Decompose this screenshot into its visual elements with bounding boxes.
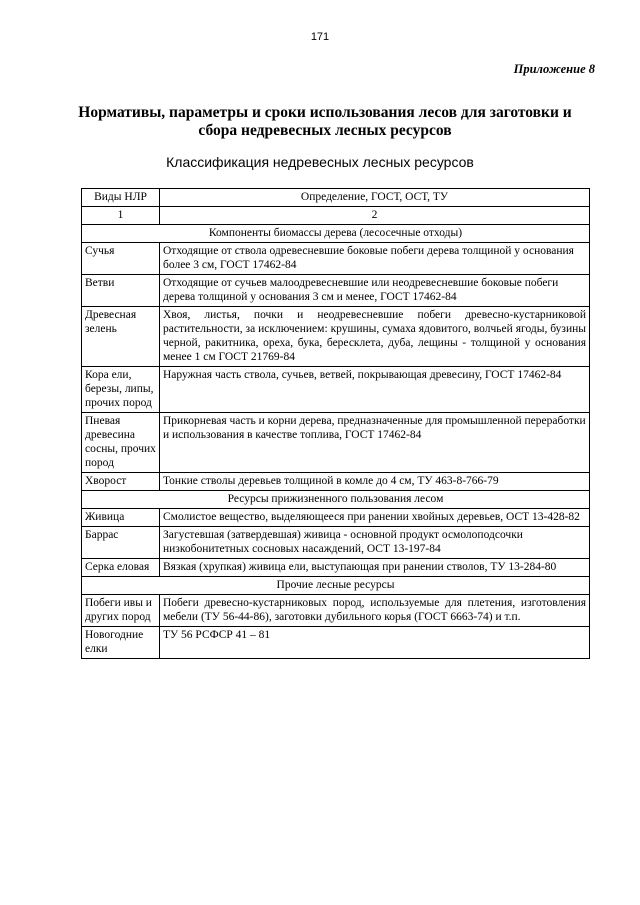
column-header-definition: Определение, ГОСТ, ОСТ, ТУ — [160, 189, 590, 207]
column-number-row — [82, 207, 590, 225]
section-header-row — [82, 577, 590, 595]
table-row — [82, 595, 590, 627]
resource-name: Баррас — [82, 527, 160, 559]
table-row — [82, 307, 590, 367]
nlr-classification-table — [81, 188, 590, 659]
resource-name: Кора ели, березы, липы, прочих пород — [82, 367, 160, 413]
table-row — [82, 275, 590, 307]
resource-definition: ТУ 56 РСФСР 41 – 81 — [160, 627, 590, 659]
table-row — [82, 367, 590, 413]
resource-name: Сучья — [82, 243, 160, 275]
table-row — [82, 243, 590, 275]
table-caption: Классификация недревесных лесных ресурсов — [166, 154, 474, 170]
table-row — [82, 559, 590, 577]
section-header-row — [82, 225, 590, 243]
table-row — [82, 509, 590, 527]
page-number: 171 — [310, 31, 330, 43]
section-header-row — [82, 491, 590, 509]
resource-definition: Побеги древесно-кустарниковых пород, используемые для плетения, изготовления мебели (ТУ 56-44-86), заготовки дубильного корья (ГОСТ 6663-74) и т.п. — [160, 595, 590, 627]
document-title-line-2: сбора недревесных лесных ресурсов — [198, 122, 452, 139]
resource-definition: Наружная часть ствола, сучьев, ветвей, покрывающая древесину, ГОСТ 17462-84 — [160, 367, 590, 413]
resource-definition: Прикорневая часть и корни дерева, предназначенные для промышленной переработки и использования в качестве топлива, ГОСТ 17462-84 — [160, 413, 590, 473]
column-header-types: Виды НЛР — [82, 189, 160, 207]
section-title: Прочие лесные ресурсы — [82, 577, 590, 595]
resource-definition: Хвоя, листья, почки и неодревесневшие побеги древесно-кустарниковой растительности, за исключением: крушины, сумаха ядовитого, волчьей ягоды, бузины черной, ракитника, ореха, бука, бересклета, дуба, лещины - толщиной у основания менее 1 см ГОСТ 21769-84 — [160, 307, 590, 367]
resource-definition: Смолистое вещество, выделяющееся при ранении хвойных деревьев, ОСТ 13-428-82 — [160, 509, 590, 527]
column-number-1: 1 — [82, 207, 160, 225]
table-row — [82, 413, 590, 473]
appendix-label: Приложение 8 — [513, 62, 595, 76]
resource-definition: Отходящие от сучьев малоодревесневшие или неодревесневшие боковые побеги дерева толщиной у основания 3 см и менее, ГОСТ 17462-84 — [160, 275, 590, 307]
section-title: Компоненты биомассы дерева (лесосечные отходы) — [82, 225, 590, 243]
table-header-row — [82, 189, 590, 207]
resource-name: Живица — [82, 509, 160, 527]
resource-definition: Тонкие стволы деревьев толщиной в комле до 4 см, ТУ 463-8-766-79 — [160, 473, 590, 491]
resource-definition: Загустевшая (затвердевшая) живица - основной продукт осмолоподсочки низкобонитетных сосновых насаждений, ОСТ 13-197-84 — [160, 527, 590, 559]
resource-name: Пневая древесина сосны, прочих пород — [82, 413, 160, 473]
document-title-line-1: Нормативы, параметры и сроки использования лесов для заготовки и — [78, 104, 572, 121]
table-row — [82, 473, 590, 491]
section-title: Ресурсы прижизненного пользования лесом — [82, 491, 590, 509]
table-row — [82, 627, 590, 659]
resource-name: Побеги ивы и других пород — [82, 595, 160, 627]
resource-name: Ветви — [82, 275, 160, 307]
resource-definition: Отходящие от ствола одревесневшие боковые побеги дерева толщиной у основания более 3 см, ГОСТ 17462-84 — [160, 243, 590, 275]
table-row — [82, 527, 590, 559]
resource-name: Древесная зелень — [82, 307, 160, 367]
document-title — [70, 104, 580, 140]
resource-name: Серка еловая — [82, 559, 160, 577]
resource-name: Новогодние елки — [82, 627, 160, 659]
resource-definition: Вязкая (хрупкая) живица ели, выступающая при ранении стволов, ТУ 13-284-80 — [160, 559, 590, 577]
column-number-2: 2 — [160, 207, 590, 225]
resource-name: Хворост — [82, 473, 160, 491]
